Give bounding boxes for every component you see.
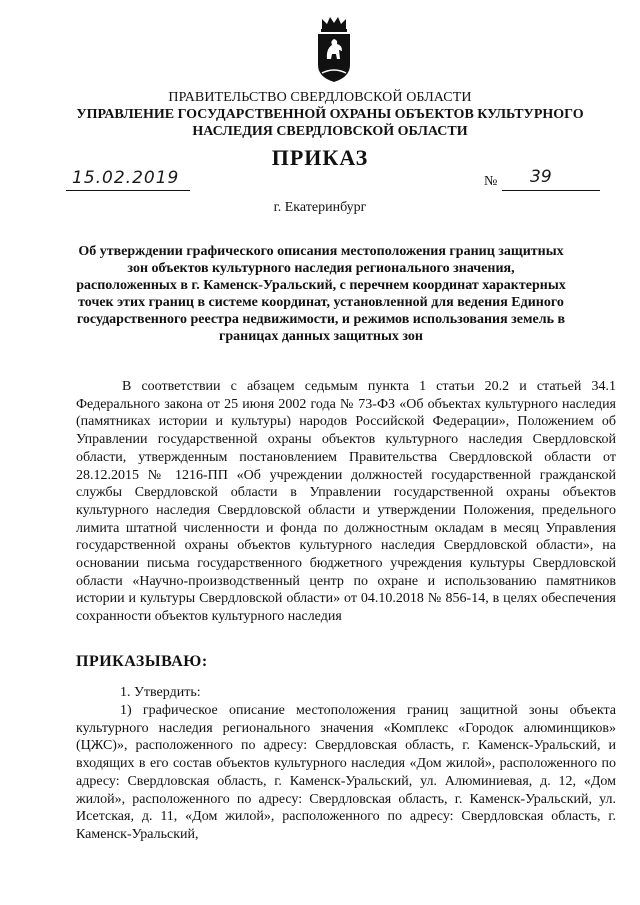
- item-heading: 1. Утвердить:: [120, 685, 201, 700]
- department-name: УПРАВЛЕНИЕ ГОСУДАРСТВЕННОЙ ОХРАНЫ ОБЪЕКТОВ КУЛЬТУРНОГО НАСЛЕДИЯ СВЕРДЛОВСКОЙ ОБЛАСТИ: [76, 107, 584, 139]
- document-type: ПРИКАЗ: [271, 145, 369, 170]
- government-name: ПРАВИТЕЛЬСТВО СВЕРДЛОВСКОЙ ОБЛАСТИ: [168, 90, 472, 105]
- date-field: [66, 170, 190, 191]
- handwritten-number: 39: [530, 167, 552, 187]
- item-1-paragraph: 1) графическое описание местоположения границ защитной зоны объекта культурного наследия регионального значения «Комплекс «Городок алюминщиков» (ЦЖС)», расположенного по адресу: Свердловская область, г. Каменск-Уральский, и входящих в его состав объектов культурного наследия «Дом жилой», расположенного по адресу: Свердловская область, г. Каменск-Уральский, ул. Алюминиевая, д. 12, «Дом жилой», расположенного по адресу: Свердловская область, г. Каменск-Уральский, ул. Исетская, д. 11, «Дом жилой», расположенного по адресу: Свердловская область, г. Каменск-Уральский,: [76, 703, 616, 842]
- city: г. Екатеринбург: [273, 200, 367, 215]
- decree-word: ПРИКАЗЫВАЮ:: [76, 653, 208, 670]
- coat-of-arms-icon: [314, 15, 354, 83]
- preamble-paragraph: В соответствии с абзацем седьмым пункта 1 статьи 20.2 и статьей 34.1 Федерального закона от 25 июня 2002 года № 73-ФЗ «Об объектах культурного наследия (памятниках истории и культуры) народов Российской Федерации», Положением об Управлении государственной охраны объектов культурного наследия Свердловской области, утвержденным постановлением Правительства Свердловской области от 28.12.2015 № 1216-ПП «Об учреждении должностей государственной гражданской службы Свердловской области в Управлении государственной охраны объектов культурного наследия Свердловской области и утверждении Положения, предельного лимита штатной численности и фонда по должностным окладам в месяц Управления государственной охраны объектов культурного наследия Свердловской области», на основании письма государственного бюджетного учреждения культуры Свердловской области «Научно-производственный центр по охране и использованию памятников истории и культуры Свердловской области» от 04.10.2018 № 856-14, в целях обеспечения сохранности объектов культурного наследия: [76, 379, 616, 625]
- order-subject: Об утверждении графического описания местоположения границ защитных зон объектов культурного наследия регионального значения, расположенных в г. Каменск-Уральский, с перечнем координат характерных точек этих границ в системе координат, установленной для ведения Единого государственного реестра недвижимости, и режимов использования земель в границах данных защитных зон: [76, 244, 566, 344]
- number-label: №: [484, 174, 498, 189]
- handwritten-date: 15.02.2019: [72, 168, 180, 188]
- number-field: [502, 167, 600, 191]
